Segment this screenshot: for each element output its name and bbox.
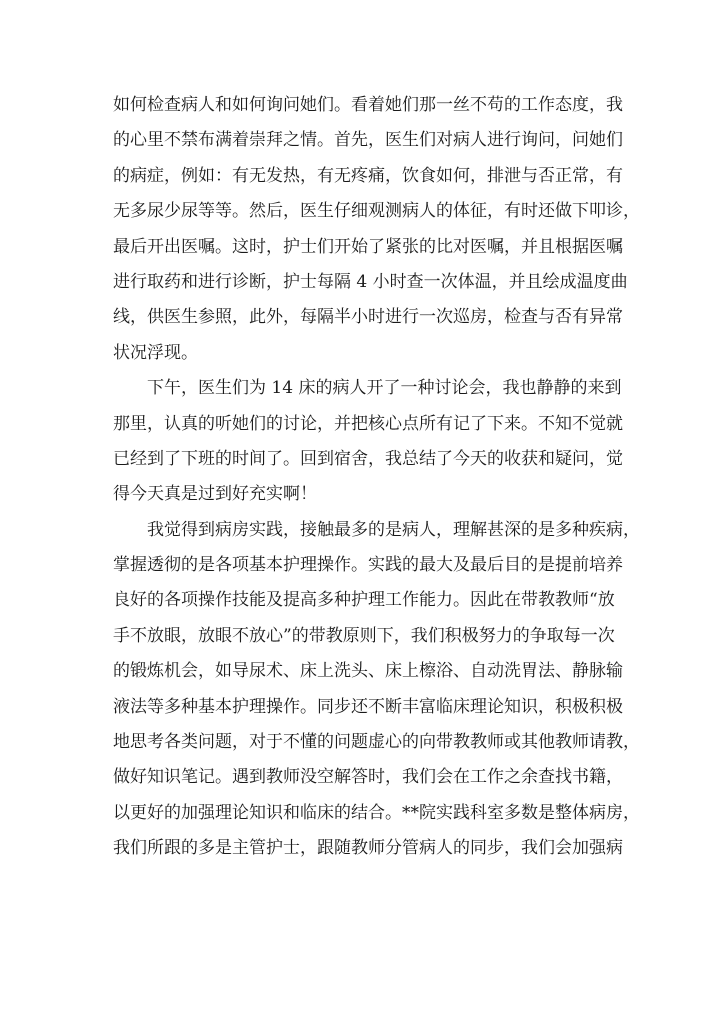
text-line: 我们所跟的多是主管护士，跟随教师分管病人的同步，我们会加强病	[113, 838, 623, 859]
text-line: 的锻炼机会，如导尿术、床上洗头、床上檫浴、自动洗胃法、静脉输	[113, 661, 623, 682]
text-line: 的心里不禁布满着崇拜之情。首先，医生们对病人进行询问，问她们	[113, 130, 623, 151]
text-line: 液法等多种基本护理操作。同步还不断丰富临床理论知识，积极积极	[113, 696, 623, 717]
paragraph-2	[113, 371, 623, 513]
text-line: 的病症，例如：有无发热，有无疼痛，饮食如何，排泄与否正常，有	[113, 165, 623, 186]
text-line: 地思考各类问题，对于不懂的问题虚心的向带教教师或其他教师请教，	[113, 732, 640, 753]
text-line: 我觉得到病房实践，接触最多的是病人，理解甚深的是多种疾病，	[147, 519, 640, 540]
text-line: 以更好的加强理论知识和临床的结合。**院实践科室多数是整体病房，	[113, 802, 640, 823]
text-line: 掌握透彻的是各项基本护理操作。实践的最大及最后目的是提前培养	[113, 555, 623, 576]
text-line: 做好知识笔记。遇到教师没空解答时，我们会在工作之余查找书籍，	[113, 767, 623, 788]
text-line: 最后开出医嘱。这时，护士们开始了紧张的比对医嘱，并且根据医嘱	[113, 236, 623, 257]
text-line: 良好的各项操作技能及提高多种护理工作能力。因此在带教教师“放	[113, 590, 615, 611]
text-line: 无多尿少尿等等。然后，医生仔细观测病人的体征，有时还做下叩诊，	[113, 201, 640, 222]
document-body	[113, 88, 640, 867]
text-line: 如何检查病人和如何询问她们。看着她们那一丝不苟的工作态度，我	[113, 95, 623, 115]
text-line: 手不放眼，放眼不放心”的带教原则下，我们积极努力的争取每一次	[113, 625, 615, 646]
text-line: 下午，医生们为 14 床的病人开了一种讨论会，我也静静的来到	[147, 378, 622, 399]
paragraph-3	[113, 513, 640, 867]
text-line: 那里，认真的听她们的讨论，并把核心点所有记了下来。不知不觉就	[113, 413, 623, 434]
text-line: 状况浮现。	[113, 342, 198, 363]
text-line: 线，供医生参照，此外，每隔半小时进行一次巡房，检查与否有异常	[113, 307, 623, 328]
paragraph-1	[113, 88, 640, 371]
text-line: 得今天真是过到好充实啊！	[113, 484, 317, 505]
text-line: 进行取药和进行诊断，护士每隔 4 小时查一次体温，并且绘成温度曲	[113, 271, 628, 292]
text-line: 已经到了下班的时间了。回到宿舍，我总结了今天的收获和疑问，觉	[113, 448, 623, 469]
